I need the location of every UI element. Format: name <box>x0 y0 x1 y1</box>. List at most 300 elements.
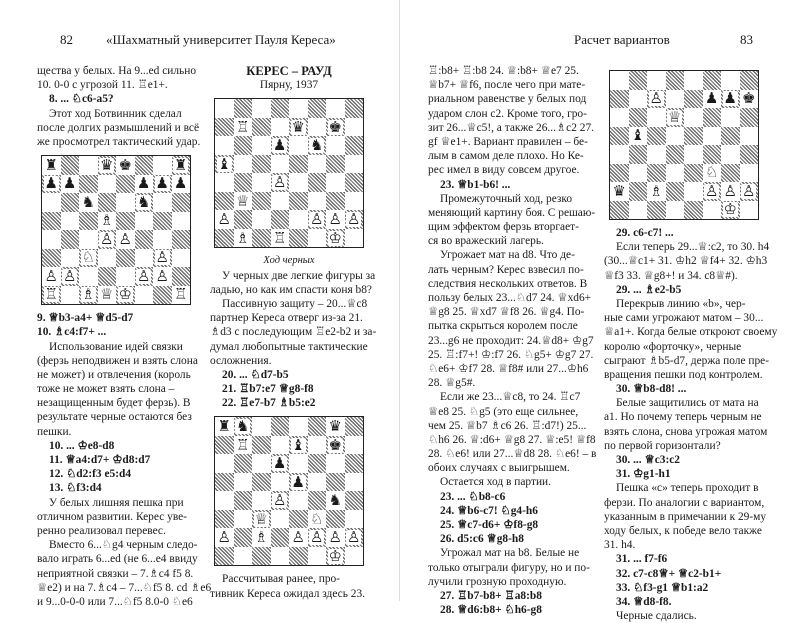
board-square <box>252 547 271 566</box>
board-square <box>345 473 364 492</box>
board-square <box>234 528 253 547</box>
board-square <box>234 155 253 174</box>
board-square <box>234 229 253 248</box>
board-square <box>116 156 135 175</box>
chess-piece-icon: ♞ <box>236 417 250 436</box>
board-square <box>153 286 172 305</box>
text-line: пытка скрыться королем после <box>428 320 578 333</box>
text-line: тивник Кереса ожидал здесь 23. <box>210 587 366 600</box>
board-square <box>308 210 327 229</box>
board-square <box>252 510 271 529</box>
board-square <box>308 155 327 174</box>
column-2-text-bottom <box>210 572 368 600</box>
board-square <box>252 99 271 118</box>
left-running-title: «Шахматный университет Пауля Кереса» <box>106 32 336 47</box>
text-line: ♗d3 с последующим ♖e2-b2 и за- <box>210 326 377 339</box>
board-square <box>271 173 290 192</box>
board-square <box>234 510 253 529</box>
right-page-column-1 <box>428 64 597 617</box>
board-square <box>79 286 98 305</box>
board-square <box>234 417 253 436</box>
board-square <box>234 173 253 192</box>
board-square <box>345 118 364 137</box>
text-line: ♕f3 33. ♕g8+! и 34. c8♕#). <box>604 269 738 282</box>
board-square <box>610 201 629 220</box>
chess-piece-icon: ♘ <box>81 248 95 267</box>
chess-piece-icon: ♞ <box>137 192 151 211</box>
board-square <box>252 173 271 192</box>
board-square <box>234 436 253 455</box>
board-square <box>215 173 234 192</box>
board-square <box>666 71 685 90</box>
board-square <box>308 436 327 455</box>
text-line: же просмотрел тактический удар. <box>37 135 201 148</box>
text-line: Пассивную защиту – 20...♕c8 <box>222 297 368 310</box>
board-square <box>271 118 290 137</box>
board-square <box>271 155 290 174</box>
diagram-caption: Ход черных <box>263 255 315 267</box>
chess-piece-icon: ♟ <box>273 136 287 155</box>
text-line: результате черные остаются без <box>37 411 192 424</box>
board-square <box>289 547 308 566</box>
chess-piece-icon: ♘ <box>310 509 324 528</box>
board-square <box>61 286 80 305</box>
board-square <box>684 127 703 146</box>
text-line: (ферзь неподвижен и взять слона <box>37 354 198 367</box>
chess-piece-icon: ♞ <box>310 136 324 155</box>
text-line: 13. ♘f3:d4 <box>49 482 102 495</box>
board-square <box>98 175 117 194</box>
board-square <box>684 164 703 183</box>
text-line: ходу белых, к победе вело также <box>604 524 762 537</box>
board-square <box>345 192 364 211</box>
board-square <box>135 267 154 286</box>
board-square <box>289 118 308 137</box>
text-line: Использование идей связки <box>49 340 183 353</box>
text-line: 21. ♖b7:e7 ♕g8-f8 <box>222 383 314 396</box>
board-square <box>252 136 271 155</box>
text-line: Остается ход в партии. <box>440 476 551 489</box>
board-square <box>234 210 253 229</box>
board-square <box>345 436 364 455</box>
board-square <box>252 491 271 510</box>
chess-piece-icon: ♙ <box>217 210 231 229</box>
chess-piece-icon: ♕ <box>100 285 114 304</box>
chess-piece-icon: ♙ <box>273 491 287 510</box>
chess-piece-icon: ♜ <box>44 155 58 174</box>
board-square <box>271 547 290 566</box>
board-square <box>345 155 364 174</box>
board-square <box>684 71 703 90</box>
board-square <box>326 155 345 174</box>
text-line: следствия нескольких ответов. В <box>428 277 588 290</box>
board-square <box>153 267 172 286</box>
board-square <box>326 99 345 118</box>
board-square <box>153 156 172 175</box>
chess-piece-icon: ♙ <box>100 229 114 248</box>
text-line: сыграют ♗b5-d7, держа поле пре- <box>604 354 769 367</box>
text-line: 28. ♕d6:b8+ ♘h6-g8 <box>440 604 542 617</box>
chess-piece-icon: ♙ <box>63 266 77 285</box>
left-page-number: 82 <box>60 32 73 47</box>
board-square <box>684 201 703 220</box>
chess-piece-icon: ♜ <box>217 417 231 436</box>
page-fold <box>399 0 400 601</box>
board-square <box>666 127 685 146</box>
board-square <box>271 473 290 492</box>
board-square <box>61 267 80 286</box>
text-line: 10. ♗c4:f7+ ... <box>37 326 107 339</box>
board-square <box>116 286 135 305</box>
board-square <box>721 201 740 220</box>
board-square <box>647 145 666 164</box>
board-square <box>289 192 308 211</box>
board-square <box>271 454 290 473</box>
board-square <box>629 90 648 109</box>
board-square <box>721 108 740 127</box>
board-square <box>252 417 271 436</box>
chess-diagram-right <box>609 70 759 220</box>
text-line: Черные сдались. <box>616 610 697 623</box>
chess-piece-icon: ♔ <box>328 228 342 247</box>
board-square <box>252 528 271 547</box>
text-line: 25. ♕c7-d6+ ♔f8-g8 <box>440 519 539 531</box>
board-square <box>629 127 648 146</box>
board-square <box>703 201 722 220</box>
board-square <box>234 192 253 211</box>
board-square <box>610 71 629 90</box>
text-line: 20. ... ♘d7-b5 <box>222 368 289 381</box>
text-line: a1. Но почему теперь черным не <box>604 411 762 424</box>
board-square <box>345 454 364 473</box>
board-square <box>215 210 234 229</box>
text-line: рес имел в виду совсем другое. <box>428 164 580 177</box>
board-square <box>215 417 234 436</box>
board-square <box>252 229 271 248</box>
board-square <box>135 286 154 305</box>
board-square <box>308 491 327 510</box>
chess-piece-icon: ♙ <box>137 266 151 285</box>
text-line: 27. ♖b7-b8+ ♖a8:b8 <box>440 589 542 602</box>
board-square <box>252 436 271 455</box>
board-square <box>289 473 308 492</box>
board-square <box>98 249 117 268</box>
text-line: ♕e8 25. ♘g5 (это еще сильнее, <box>428 405 579 418</box>
board-square <box>308 192 327 211</box>
board-square <box>271 528 290 547</box>
board-square <box>740 108 759 127</box>
board-square <box>740 182 759 201</box>
board-square <box>79 175 98 194</box>
board-square <box>215 118 234 137</box>
board-square <box>289 229 308 248</box>
text-line: У белых лишняя пешка при <box>49 496 184 509</box>
board-square <box>345 491 364 510</box>
board-square <box>647 182 666 201</box>
chess-piece-icon: ♟ <box>174 174 188 193</box>
board-square <box>215 229 234 248</box>
board-square <box>61 193 80 212</box>
text-line: 23. ♕b1-b6! ... <box>440 178 511 191</box>
board-square <box>308 173 327 192</box>
chess-piece-icon: ♙ <box>44 266 58 285</box>
board-square <box>135 193 154 212</box>
board-square <box>234 99 253 118</box>
board-square <box>326 436 345 455</box>
board-square <box>326 136 345 155</box>
board-square <box>345 510 364 529</box>
board-square <box>172 212 191 231</box>
chess-piece-icon: ♘ <box>705 163 719 182</box>
text-line: ладью, но как им спасти коня b8? <box>210 283 372 296</box>
board-square <box>61 212 80 231</box>
board-square <box>215 155 234 174</box>
text-line: gf ♕e1+. Вариант правилен – бе- <box>428 135 588 148</box>
board-square <box>326 491 345 510</box>
board-square <box>172 286 191 305</box>
board-square <box>647 201 666 220</box>
board-square <box>215 436 234 455</box>
chess-piece-icon: ♜ <box>174 155 188 174</box>
board-square <box>42 156 61 175</box>
text-line: думал любопытные тактические <box>210 340 368 353</box>
board-square <box>703 164 722 183</box>
board-square <box>289 173 308 192</box>
text-line: ренно реализовал перевес. <box>37 524 166 537</box>
board-square <box>684 145 703 164</box>
column-2-text-middle <box>210 269 377 411</box>
board-square <box>684 182 703 201</box>
text-line: указанным в примечании к 29-му <box>604 510 767 523</box>
board-square <box>289 436 308 455</box>
board-square <box>215 473 234 492</box>
text-line: 31. ... f7-f6 <box>616 553 668 566</box>
board-square <box>289 454 308 473</box>
board-square <box>234 454 253 473</box>
board-square <box>42 286 61 305</box>
text-line: ♕a1+. Когда белые откроют своему <box>604 326 778 339</box>
board-square <box>345 173 364 192</box>
board-square <box>326 210 345 229</box>
chess-piece-icon: ♕ <box>254 509 268 528</box>
board-square <box>172 175 191 194</box>
text-line: 10. 0-0 с угрозой 11. ♖e1+. <box>37 79 168 92</box>
text-line: 24. ♕b6-c7! ♘g4-h6 <box>440 504 538 517</box>
chess-piece-icon: ♙ <box>705 181 719 200</box>
text-line: 32. c7-c8♕+ ♕c2-b1+ <box>616 567 722 580</box>
chess-piece-icon: ♙ <box>291 528 305 547</box>
text-line: 29. ... ♗e2-b5 <box>616 283 682 296</box>
board-square <box>252 210 271 229</box>
chess-piece-icon: ♙ <box>310 528 324 547</box>
board-square <box>215 547 234 566</box>
chess-piece-icon: ♖ <box>44 285 58 304</box>
left-page-column-1 <box>37 64 212 608</box>
chess-piece-icon: ♙ <box>155 266 169 285</box>
board-square <box>703 108 722 127</box>
board-square <box>345 547 364 566</box>
board-square <box>215 136 234 155</box>
board-square <box>215 454 234 473</box>
board-square <box>42 230 61 249</box>
text-line: 30. ... ♕c3:c2 <box>616 454 680 466</box>
text-line: партнер Кереса отверг из-за 21. <box>210 312 363 325</box>
chess-piece-icon: ♗ <box>100 211 114 230</box>
board-square <box>308 473 327 492</box>
text-line: ♕b7+ ♕f6, после чего при мате- <box>428 79 586 92</box>
text-line: ся во вражеский лагерь. <box>428 235 544 248</box>
board-square <box>326 417 345 436</box>
text-line: осложнения. <box>210 354 272 367</box>
board-square <box>703 71 722 90</box>
board-square <box>215 99 234 118</box>
board-square <box>234 118 253 137</box>
board-square <box>647 90 666 109</box>
text-line: Если теперь 29...♕:c2, то 30. h4 <box>616 241 770 254</box>
text-line: Вместо 6...♘g4 черным следо- <box>49 539 198 552</box>
board-square <box>215 510 234 529</box>
chess-piece-icon: ♗ <box>649 181 663 200</box>
board-square <box>234 473 253 492</box>
text-line: 31. ♔g1-h1 <box>616 468 671 481</box>
board-square <box>271 417 290 436</box>
chess-piece-icon: ♝ <box>631 126 645 145</box>
text-line: только отыграли фигуру, но и по- <box>428 561 590 574</box>
board-square <box>42 193 61 212</box>
chess-piece-icon: ♙ <box>273 173 287 192</box>
board-square <box>79 267 98 286</box>
chess-piece-icon: ♛ <box>612 181 626 200</box>
board-square <box>234 136 253 155</box>
board-square <box>666 164 685 183</box>
board-square <box>308 136 327 155</box>
text-line: лучили грозную проходную. <box>428 575 567 588</box>
board-square <box>610 127 629 146</box>
board-square <box>647 164 666 183</box>
board-square <box>271 229 290 248</box>
board-square <box>326 510 345 529</box>
chess-piece-icon: ♙ <box>118 229 132 248</box>
board-square <box>116 193 135 212</box>
board-square <box>79 156 98 175</box>
board-square <box>289 491 308 510</box>
board-square <box>740 71 759 90</box>
board-square <box>629 164 648 183</box>
text-line: щим эффектом ферзь вторгает- <box>428 221 579 234</box>
board-square <box>116 175 135 194</box>
board-square <box>98 212 117 231</box>
board-square <box>740 127 759 146</box>
text-line: королю «форточку», черные <box>604 340 742 353</box>
chess-piece-icon: ♗ <box>81 285 95 304</box>
board-square <box>172 156 191 175</box>
text-line: Угрожает мат на d8. Что де- <box>440 249 575 262</box>
text-line: 34. ♕d8-f8. <box>616 595 672 608</box>
chess-piece-icon: ♚ <box>742 89 756 108</box>
board-square <box>42 212 61 231</box>
chess-piece-icon: ♙ <box>742 181 756 200</box>
text-line: риальном равенстве у белых под <box>428 93 587 106</box>
chess-piece-icon: ♟ <box>137 174 151 193</box>
text-line: ♘h6 26. ♕:d6+ ♕g8 27. ♕:e5! ♕f8 <box>428 433 596 446</box>
board-square <box>271 99 290 118</box>
board-square <box>289 510 308 529</box>
text-line: 22. ♖e7-b7 ♗b5:e2 <box>222 397 316 410</box>
board-square <box>116 230 135 249</box>
board-square <box>98 193 117 212</box>
text-line: ♘e6+ ♔f7 28. ♕f8# или 27...♔h6 <box>428 362 589 375</box>
chess-piece-icon: ♔ <box>328 546 342 565</box>
chess-piece-icon: ♚ <box>328 117 342 136</box>
text-line: КЕРЕС – РАУД <box>246 64 332 78</box>
board-square <box>721 71 740 90</box>
chess-piece-icon: ♙ <box>310 210 324 229</box>
right-page-column-2 <box>604 64 778 623</box>
chess-piece-icon: ♟ <box>273 454 287 473</box>
board-square <box>42 175 61 194</box>
chess-piece-icon: ♛ <box>328 417 342 436</box>
text-line: ♕g8 25. ♕xd7 ♕f8 26. ♕g4. По- <box>428 306 585 319</box>
board-square <box>703 90 722 109</box>
board-square <box>308 547 327 566</box>
right-running-title: Расчет вариантов <box>574 32 670 47</box>
board-square <box>42 249 61 268</box>
board-square <box>234 547 253 566</box>
board-square <box>79 212 98 231</box>
board-square <box>326 473 345 492</box>
text-line: Если же 23...♕c8, то 24. ♖c7 <box>440 391 581 404</box>
text-line: лым в самом деле плохо. Но Ке- <box>428 150 584 163</box>
board-square <box>61 156 80 175</box>
text-line: пешки. <box>37 425 72 438</box>
chess-piece-icon: ♟ <box>63 174 77 193</box>
text-line: лать черным? Керес взвесил по- <box>428 263 584 276</box>
chess-piece-icon: ♕ <box>668 107 682 126</box>
text-line: незащищенным будет ферзь). В <box>37 397 191 410</box>
board-square <box>61 249 80 268</box>
board-square <box>153 249 172 268</box>
board-square <box>252 192 271 211</box>
board-square <box>326 454 345 473</box>
board-square <box>326 192 345 211</box>
game-heading <box>210 64 368 92</box>
board-square <box>116 212 135 231</box>
board-square <box>98 286 117 305</box>
board-square <box>79 230 98 249</box>
text-line: 31. h4. <box>604 539 636 552</box>
text-line: 8. ... ♘c6-a5? <box>49 93 114 106</box>
board-square <box>666 90 685 109</box>
text-line: ударом слон c2. Кроме того, гро- <box>428 107 587 120</box>
board-square <box>215 491 234 510</box>
board-square <box>289 155 308 174</box>
text-line: по первой горизонтали? <box>604 439 721 452</box>
chess-piece-icon: ♙ <box>328 210 342 229</box>
chess-piece-icon: ♟ <box>155 174 169 193</box>
chess-piece-icon: ♞ <box>328 491 342 510</box>
board-square <box>289 417 308 436</box>
board-square <box>289 210 308 229</box>
board-square <box>326 528 345 547</box>
board-square <box>153 193 172 212</box>
board-square <box>215 192 234 211</box>
chess-piece-icon: ♖ <box>236 435 250 454</box>
board-square <box>153 175 172 194</box>
chess-piece-icon: ♔ <box>723 200 737 219</box>
board-square <box>271 210 290 229</box>
board-square <box>153 212 172 231</box>
board-square <box>308 99 327 118</box>
